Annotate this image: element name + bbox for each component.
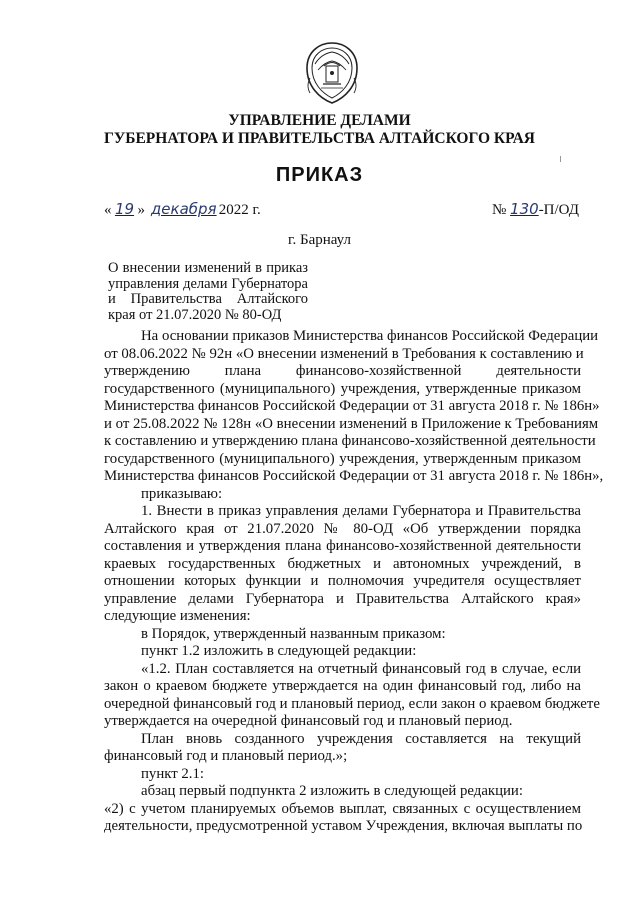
date-day-handwritten: 19 (114, 200, 135, 218)
body-line: отношении которых функции и полномочия учредителя осуществляет (104, 573, 581, 589)
order-number (492, 200, 579, 219)
body-line: Министерства финансов Российской Федерации от 31 августа 2018 г. № 186н», (104, 468, 604, 484)
body-line: «2) с учетом планируемых объемов выплат, связанных с осуществлением (104, 800, 581, 817)
body-line: «1.2. План составляется на отчетный финансовый год в случае, если (141, 660, 581, 677)
subject-line: управления делами Губернатора (108, 275, 308, 292)
body-line: составления и утверждения плана финансово-хозяйственной деятельности (104, 538, 581, 554)
body-line: абзац первый подпункта 2 изложить в следующей редакции: (141, 783, 523, 799)
order-subject (108, 261, 308, 323)
organization-name-line-1: УПРАВЛЕНИЕ ДЕЛАМИ (228, 112, 411, 129)
number-sign: № (491, 202, 507, 218)
body-line: государственного (муниципального) учреждения, утвержденным приказом (104, 450, 581, 467)
order-number-handwritten: 130 (510, 200, 539, 218)
subject-line: и Правительства Алтайского (108, 291, 308, 307)
body-line: к составлению и утверждению плана финансово-хозяйственной деятельности (104, 433, 596, 449)
body-line: утверждению плана финансово-хозяйственной деятельности (104, 363, 581, 379)
body-line: следующие изменения: (104, 608, 251, 624)
body-line: краевых государственных бюджетных и автономных учреждений, в (104, 555, 581, 572)
order-number-suffix: -П/ОД (538, 202, 579, 218)
city-name: г. Барнаул (288, 232, 351, 248)
body-line: приказываю: (141, 485, 223, 502)
document-type-title: ПРИКАЗ (275, 164, 364, 186)
scan-mark (560, 156, 561, 162)
organization-name-line-2: ГУБЕРНАТОРА И ПРАВИТЕЛЬСТВА АЛТАЙСКОГО КРАЯ (103, 130, 535, 147)
body-line: очередной финансовый год и плановый период, если закон о краевом бюджете (104, 695, 600, 712)
body-line: финансовый год и плановый период.»; (104, 748, 348, 764)
body-line: в Порядок, утвержденный названным приказом: (141, 625, 446, 642)
body-line: пункт 1.2 изложить в следующей редакции: (141, 643, 417, 659)
date-quote-open: « (104, 202, 112, 218)
coat-of-arms-emblem (301, 40, 363, 106)
body-line: государственного (муниципального) учреждения, утвержденные приказом (104, 380, 581, 397)
body-line: и от 25.08.2022 № 128н «О внесении изменений в Приложение к Требованиям (104, 415, 599, 432)
body-line: деятельности, предусмотренной уставом Учреждения, включая выплаты по (104, 818, 583, 834)
body-line: План вновь созданного учреждения составляется на текущий (141, 730, 581, 747)
body-line: Алтайского края от 21.07.2020 № 80-ОД «Об утверждении порядка (104, 520, 581, 537)
subject-line: края от 21.07.2020 № 80-ОД (108, 306, 282, 323)
date-quote-close: » (137, 202, 145, 218)
body-line: Министерства финансов Российской Федерации от 31 августа 2018 г. № 186н» (104, 398, 600, 414)
body-line: управление делами Губернатора и Правительства Алтайского края» (104, 590, 581, 607)
subject-line: О внесении изменений в приказ (108, 260, 308, 276)
body-line: утверждается на очередной финансовый год и плановый период. (104, 713, 513, 729)
body-line: пункт 2.1: (141, 765, 205, 782)
order-date (104, 200, 261, 219)
body-line: На основании приказов Министерства финансов Российской Федерации (141, 328, 599, 344)
body-line: закон о краевом бюджете утверждается на один финансовый год, либо на (104, 678, 581, 694)
body-line: от 08.06.2022 № 92н «О внесении изменений в Требования к составлению и (104, 345, 584, 362)
body-line: 1. Внести в приказ управления делами Губернатора и Правительства (141, 503, 581, 519)
order-body (104, 328, 604, 836)
date-year: 2022 г. (218, 202, 261, 218)
date-month-handwritten: декабря (150, 200, 217, 218)
